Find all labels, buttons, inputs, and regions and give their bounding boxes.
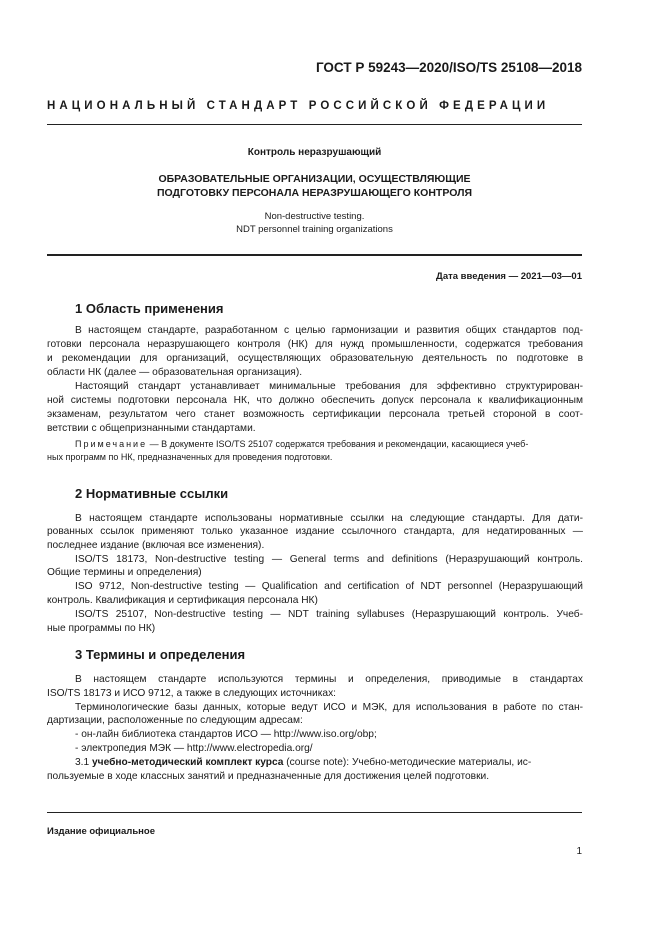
standard-subject: Контроль неразрушающий [247,147,382,158]
english-title [47,210,582,236]
reference-line: Общие термины и определения) [47,567,202,578]
english-title-line: NDT personnel training organizations [236,224,393,235]
paragraph-line: ISO/TS 18173 и ИСО 9712, а также в следующих источниках: [47,688,336,699]
paragraph-line: готовки персонала неразрушающего контроля (НК) для нужд промышленности, содержатся требования [47,339,583,350]
note-line [75,438,583,451]
reference-line: ISO/TS 18173, Non-destructive testing — General terms and definitions (Неразрушающий контроль. [75,554,583,565]
page-number: 1 [576,846,582,857]
english-title-line: Non-destructive testing. [264,211,365,222]
paragraph-line: В настоящем стандарте, разработанном с целью гармонизации и развития общих стандартов под- [75,325,583,336]
section-3-heading: 3 Термины и определения [75,647,246,662]
official-edition-label: Издание официальное [47,826,155,837]
paragraph-line: В настоящем стандарте используются термины и определения, приводимые в стандартах [75,674,583,685]
gost-number: ГОСТ Р 59243—2020/ISO/TS 25108—2018 [315,60,582,75]
term-definition-line [75,756,583,769]
paragraph-line: экзаменам, результатом чего станет возможность сертификации персонала третьей стороной в соот- [47,409,583,420]
introduction-date: Дата введения — 2021—03—01 [436,271,582,282]
title-line: ПОДГОТОВКУ ПЕРСОНАЛА НЕРАЗРУШАЮЩЕГО КОНТРОЛЯ [156,187,473,199]
paragraph-line: дартизации, расположенные по следующим адресам: [47,715,303,726]
note-label: Примечание [75,439,148,449]
paragraph-line: Настоящий стандарт устанавливает минимальные требования для эффективно структурирован- [75,381,583,392]
note-line: ных программ по НК, предназначенных для проведения подготовки. [47,452,333,462]
header-rule [47,124,582,125]
section-2-heading: 2 Нормативные ссылки [75,486,229,501]
reference-line: ные программы по НК) [47,623,156,634]
paragraph-line: ной системы подготовки персонала НК, что должно обеспечить допуск персонала к квалификационным [47,395,583,406]
paragraph-line: и рекомендации для организаций, осуществляющих образовательную деятельность по подготовке в [47,353,583,364]
term-name: учебно-методический комплект курса [92,757,284,768]
paragraph-line: рованных ссылок применяют только указанное издание ссылочного стандарта, для недатированных — [47,526,583,537]
section-1-heading: 1 Область применения [75,301,224,316]
reference-line: ISO/TS 25107, Non-destructive testing — NDT training syllabuses (Неразрушающий контроль. Учеб- [75,609,583,620]
national-standard-heading: НАЦИОНАЛЬНЫЙ СТАНДАРТ РОССИЙСКОЙ ФЕДЕРАЦИИ [47,100,550,112]
paragraph-line: ветствии с общепризнанными стандартами. [47,423,256,434]
term-text: (course note): Учебно-методические материалы, ис- [283,757,532,768]
term-definition-line: пользуемые в ходе классных занятий и предназначенные для достижения целей подготовки. [47,771,490,782]
paragraph-line: последнее издание (включая все изменения). [47,540,265,551]
reference-line: контроль. Квалификация и сертификация персонала НК) [47,595,318,606]
title-line: ОБРАЗОВАТЕЛЬНЫЕ ОРГАНИЗАЦИИ, ОСУЩЕСТВЛЯЮЩИЕ [158,173,471,185]
list-item: - он-лайн библиотека стандартов ИСО — http://www.iso.org/obp; [75,729,377,740]
paragraph-line: В настоящем стандарте использованы нормативные ссылки на следующие стандарты. Для дати- [75,513,583,524]
list-item: - электропедия МЭК — http://www.electropedia.org/ [75,743,313,754]
note-text: — В документе ISO/TS 25107 содержатся требования и рекомендации, касающиеся учеб- [147,439,529,449]
reference-line: ISO 9712, Non-destructive testing — Qualification and certification of NDT personnel (Неразрушающий [75,581,583,592]
standard-title [47,172,582,200]
title-rule [47,254,582,256]
paragraph-line: области НК (далее — образовательная организация). [47,367,303,378]
paragraph-line: Терминологические базы данных, которые ведут ИСО и МЭК, для использования в работе по стан- [75,702,583,713]
footer-rule [47,812,582,813]
term-number: 3.1 [75,757,92,768]
